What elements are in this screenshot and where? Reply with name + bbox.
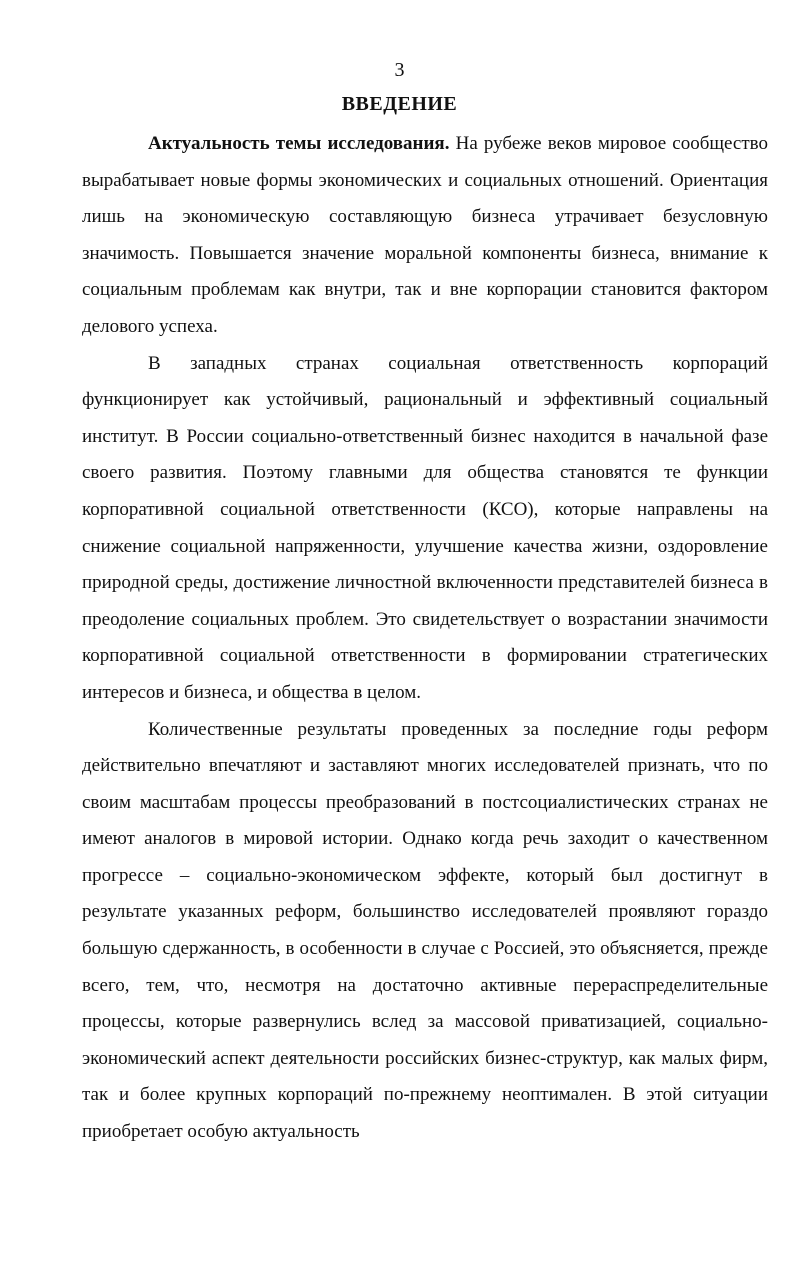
document-body [82,126,768,1151]
paragraph-lead-heading: Актуальность темы исследования. [148,133,450,154]
paragraph-reform-results: Количественные результаты проведенных за последние годы реформ действительно впечатляют и заставляют многих исследователей признать, что по своим масштабам процессы преобразований в постсоциалистических странах не имеют аналогов в мировой истории. Однако когда речь заходит о качественном прогрессе – социально-экономическом эффекте, который был достигнут в результате указанных реформ, большинство исследователей проявляют гораздо большую сдержанность, в особенности в случае с Россией, это объясняется, прежде всего, тем, что, несмотря на достаточно активные перераспределительные процессы, которые развернулись вслед за массовой приватизацией, социально-экономический аспект деятельности российских бизнес-структур, как малых фирм, так и более крупных корпораций по-прежнему неоптимален. В этой ситуации приобретает особую актуальность [82,718,768,1143]
paragraph-text: На рубеже веков мировое сообщество вырабатывает новые формы экономических и социальных отношений. Ориентация лишь на экономическую составляющую бизнеса утрачивает безусловную значимость. Повышается значение моральной компоненты бизнеса, внимание к социальным проблемам как внутри, так и вне корпорации становится фактором делового успеха. [82,133,768,337]
paragraph-relevance [82,126,768,346]
page-number: 3 [394,59,405,81]
paragraph-western-countries: В западных странах социальная ответственность корпораций функционирует как устойчивый, рациональный и эффективный социальный институт. В России социально-ответственный бизнес находится в начальной фазе своего развития. Поэтому главными для общества становятся те функции корпоративной социальной ответственности (КСО), которые направлены на снижение социальной напряженности, улучшение качества жизни, оздоровление природной среды, достижение личностной включенности представителей бизнеса в преодоление социальных проблем. Это свидетельствует о возрастании значимости корпоративной социальной ответственности в формировании стратегических интересов и бизнеса, и общества в целом. [82,352,768,703]
page-title: ВВЕДЕНИЕ [341,93,458,115]
